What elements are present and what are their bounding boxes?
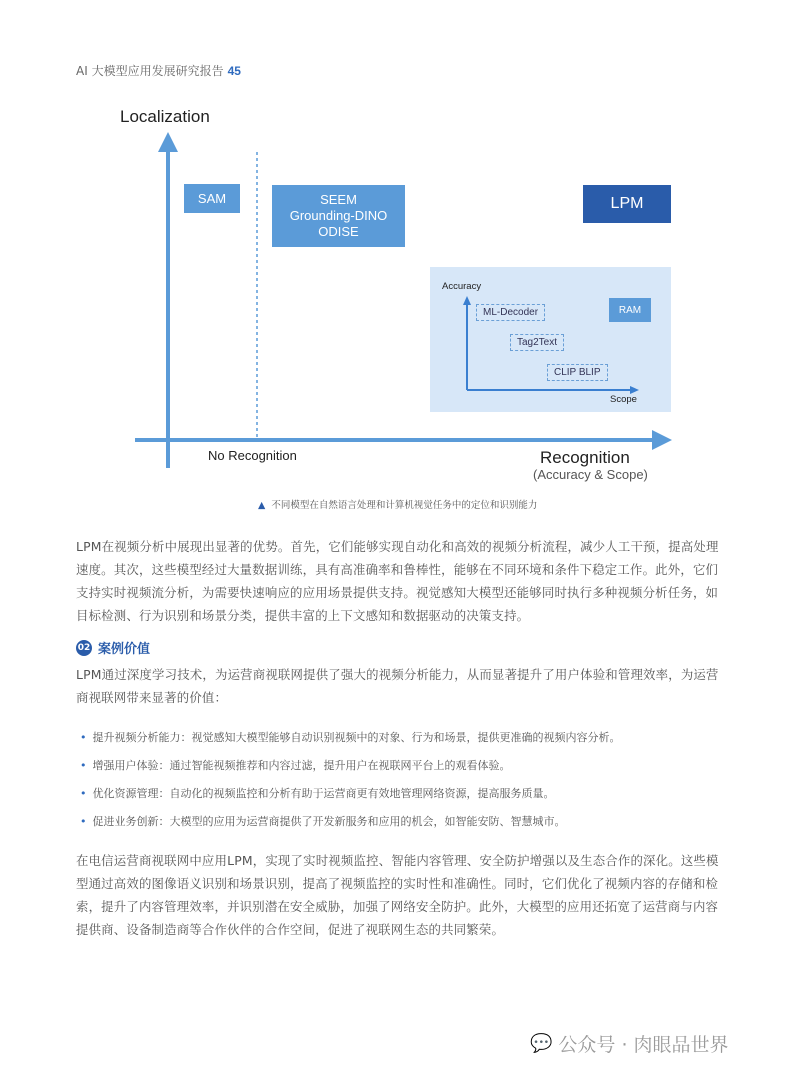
clip-blip-box: CLIP BLIP <box>547 364 608 381</box>
odise-label: ODISE <box>318 224 359 239</box>
x-axis-label: Recognition <box>540 448 630 467</box>
bullet-item: • 提升视频分析能力：视觉感知大模型能够自动识别视频中的对象、行为和场景，提供更准确的视频内容分析。 <box>80 729 621 745</box>
section-number-badge: 02 <box>76 640 92 656</box>
bullet-item: • 增强用户体验：通过智能视频推荐和内容过滤，提升用户在视联网平台上的观看体验。 <box>80 757 511 773</box>
ml-decoder-box: ML-Decoder <box>476 304 545 321</box>
wechat-icon: 💬 <box>530 1033 553 1054</box>
inset-y-label: Accuracy <box>442 281 482 292</box>
report-title: AI 大模型应用发展研究报告 <box>76 64 224 78</box>
caption-text: 不同模型在自然语言处理和计算机视觉任务中的定位和识别能力 <box>271 500 538 511</box>
figure-caption <box>258 497 537 511</box>
no-recognition-label: No Recognition <box>208 448 297 463</box>
x-axis-sublabel: (Accuracy & Scope) <box>533 467 648 482</box>
lpm-box: LPM <box>583 185 671 223</box>
paragraph-advantages: LPM在视频分析中展现出显著的优势。首先，它们能够实现自动化和高效的视频分析流程，减少人工干预，提高处理速度。其次，这些模型经过大量数据训练，具有高准确率和鲁棒性，能够在不同环境和条件下稳定工作。此外，它们支持实时视频流分析，为需要快速响应的应用场景提供支持。视觉感知大模型还能够同时执行多种视频分析任务，如目标检测、行为识别和场景分类，提供丰富的上下文感知和数据驱动的决策支持。 <box>76 539 719 623</box>
y-axis-arrow <box>158 132 178 152</box>
sam-box: SAM <box>184 184 240 213</box>
y-axis-label: Localization <box>120 107 210 126</box>
page-number: 45 <box>227 64 241 78</box>
grounding-dino-label: Grounding-DINO <box>289 208 388 223</box>
watermark-text: 公众号 · 肉眼品世界 <box>558 1034 729 1056</box>
seem-label: SEEM <box>320 192 357 207</box>
x-axis-arrow <box>652 430 672 450</box>
paragraph-conclusion: 在电信运营商视联网中应用LPM，实现了实时视频监控、智能内容管理、安全防护增强以及生态合作的深化。这些模型通过高效的图像语义识别和场景识别，提高了视频监控的实时性和准确性。同时，它们优化了视频内容的存储和检索，提升了内容管理效率，并识别潜在安全威胁，加强了网络安全防护。此外，大模型的应用还拓宽了运营商与内容提供商、设备制造商等合作伙伴的合作空间，促进了视联网生态的共同繁荣。 <box>76 853 719 937</box>
watermark <box>530 1030 729 1057</box>
diagram-axes <box>0 0 793 500</box>
triangle-icon: ▲ <box>258 500 266 511</box>
bullet-item: • 促进业务创新：大模型的应用为运营商提供了开发新服务和应用的机会，如智能安防、智慧城市。 <box>80 813 566 829</box>
tag2text-box: Tag2Text <box>510 334 564 351</box>
section-title: 案例价值 <box>98 642 151 657</box>
bullet-item: • 优化资源管理：自动化的视频监控和分析有助于运营商更有效地管理网络资源，提高服务质量。 <box>80 785 555 801</box>
inset-x-label: Scope <box>610 394 637 405</box>
seem-box <box>272 185 405 247</box>
paragraph-value-intro: LPM通过深度学习技术，为运营商视联网提供了强大的视频分析能力，从而显著提升了用户体验和管理效率，为运营商视联网带来显著的价值： <box>76 667 719 705</box>
ram-box: RAM <box>609 298 651 322</box>
section-heading <box>76 638 150 657</box>
